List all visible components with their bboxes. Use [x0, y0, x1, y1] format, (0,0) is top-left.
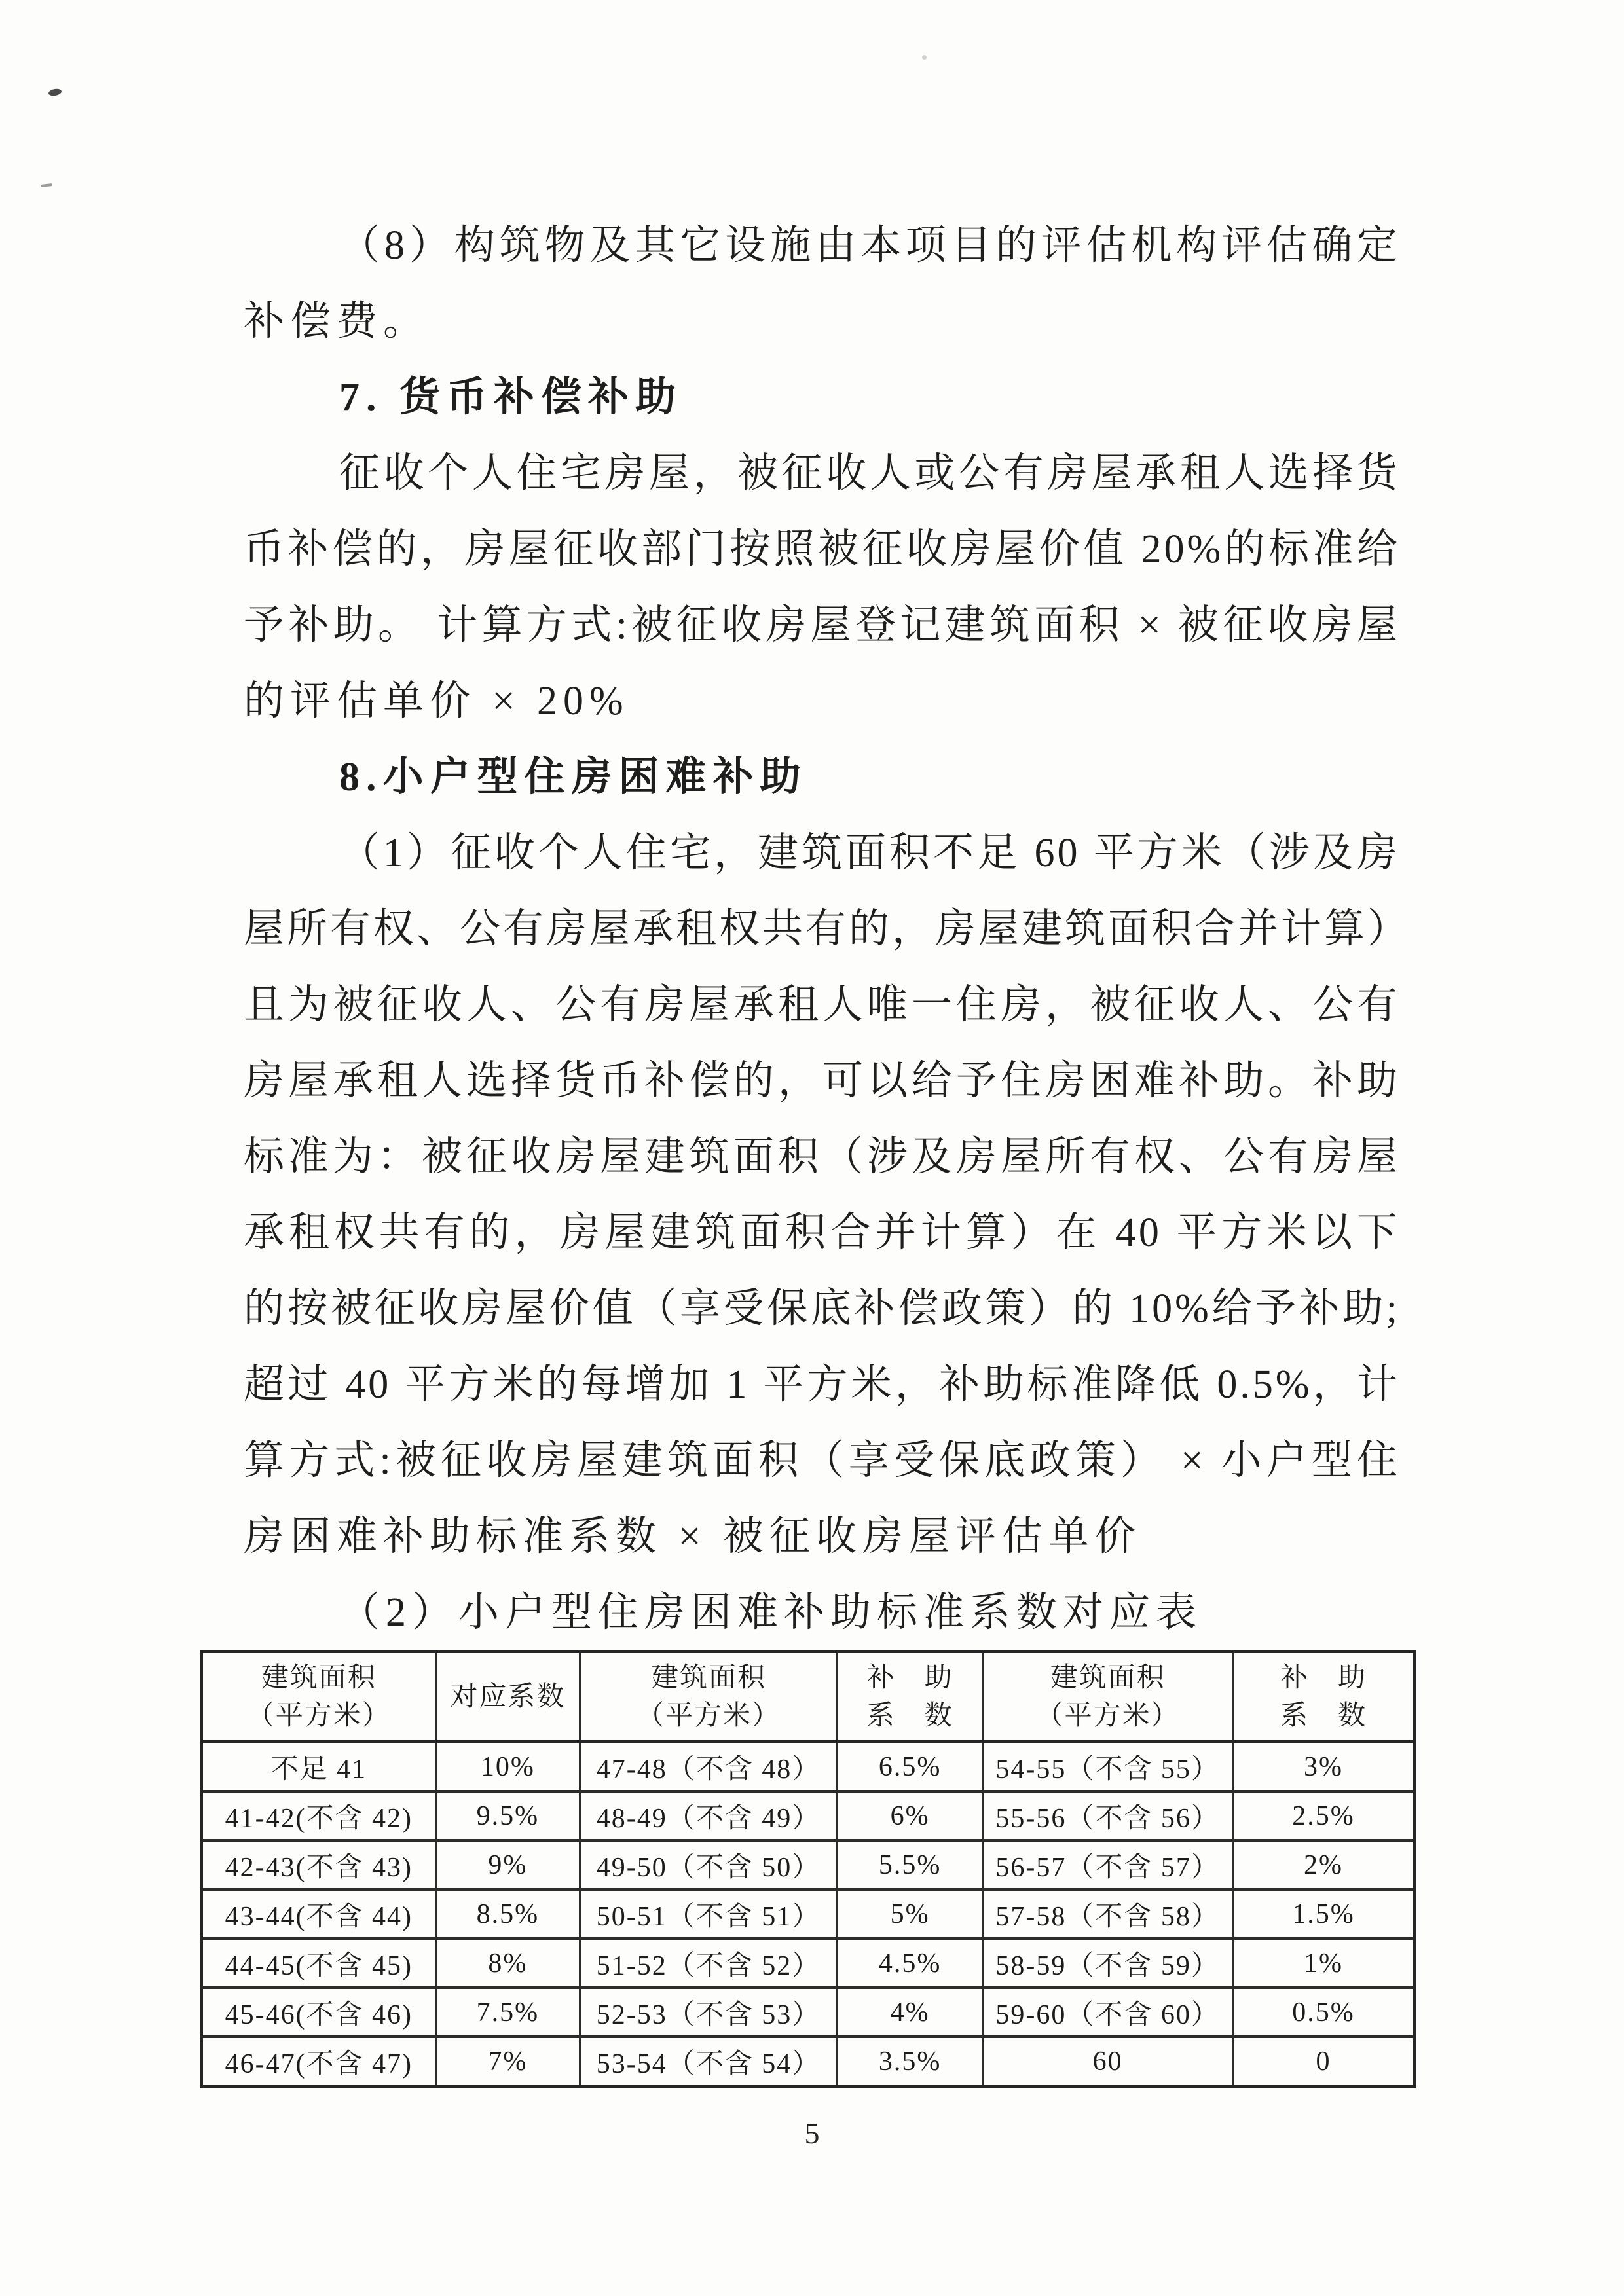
table-cell: 58-59（不含 59）: [983, 1939, 1233, 1988]
table-cell: 7.5%: [435, 1988, 580, 2037]
text-line: 币补偿的，房屋征收部门按照被征收房屋价值 20%的标准给: [244, 527, 1400, 572]
table-row: [202, 1840, 1415, 1889]
table-header-cell: 对应系数: [435, 1652, 580, 1742]
table-cell: 9.5%: [435, 1791, 580, 1840]
table-cell: 43-44(不含 44): [202, 1889, 436, 1939]
body-text: [244, 208, 1411, 1650]
table-cell: 53-54（不含 54）: [580, 2037, 838, 2086]
table-cell: 52-53（不含 53）: [580, 1988, 838, 2037]
table-cell: 6%: [837, 1791, 982, 1840]
table-cell: 8.5%: [435, 1889, 580, 1939]
scan-artifact: [48, 88, 62, 96]
text-line: 承租权共有的，房屋建筑面积合并计算）在 40 平方米以下: [244, 1211, 1400, 1255]
table-cell: 9%: [435, 1840, 580, 1889]
text-line: 屋所有权、公有房屋承租权共有的，房屋建筑面积合并计算）: [244, 907, 1411, 951]
table-cell: 2%: [1233, 1840, 1415, 1889]
table-cell: 4%: [837, 1988, 982, 2037]
heading-line: 7. 货币补偿补助: [339, 375, 683, 420]
subsidy-coefficient-table: [200, 1650, 1416, 2088]
table-cell: 55-56（不含 56）: [983, 1791, 1233, 1840]
table-cell: 56-57（不含 57）: [983, 1840, 1233, 1889]
table-cell: 2.5%: [1233, 1791, 1415, 1840]
table-row: [202, 1988, 1415, 2037]
scan-artifact: [922, 55, 927, 60]
scan-artifact: [41, 183, 52, 187]
table-cell: 50-51（不含 51）: [580, 1889, 838, 1939]
table-cell: 44-45(不含 45): [202, 1939, 436, 1988]
table-cell: 57-58（不含 58）: [983, 1889, 1233, 1939]
table-cell: 不足 41: [202, 1742, 436, 1792]
text-line: 补偿费。: [244, 299, 430, 344]
table-row: [202, 1742, 1415, 1792]
table-cell: 5.5%: [837, 1840, 982, 1889]
table-cell: 46-47(不含 47): [202, 2037, 436, 2086]
table-cell: 51-52（不含 52）: [580, 1939, 838, 1988]
table-row: [202, 1791, 1415, 1840]
table-cell: 60: [983, 2037, 1233, 2086]
text-line: 超过 40 平方米的每增加 1 平方米，补助标准降低 0.5%，计: [244, 1362, 1400, 1407]
table-cell: 10%: [435, 1742, 580, 1792]
table-cell: 3%: [1233, 1742, 1415, 1792]
table-header-cell: 补 助 系 数: [837, 1652, 982, 1742]
table-row: [202, 1889, 1415, 1939]
table-cell: 47-48（不含 48）: [580, 1742, 838, 1792]
text-line: 的按被征收房屋价值（享受保底补偿政策）的 10%给予补助;: [244, 1286, 1400, 1331]
table-cell: 4.5%: [837, 1939, 982, 1988]
table-row: [202, 1939, 1415, 1988]
table-cell: 45-46(不含 46): [202, 1988, 436, 2037]
page-number: 5: [804, 2117, 820, 2150]
table-cell: 8%: [435, 1939, 580, 1988]
heading-line: 8.小户型住房困难补助: [339, 755, 807, 799]
table-header-cell: 建筑面积 （平方米）: [202, 1652, 436, 1742]
table-header-cell: 补 助 系 数: [1233, 1652, 1415, 1742]
text-line: （2）小户型住房困难补助标准系数对应表: [339, 1590, 1203, 1635]
table-cell: 1.5%: [1233, 1889, 1415, 1939]
text-line: 且为被征收人、公有房屋承租人唯一住房，被征收人、公有: [244, 983, 1400, 1027]
table-header-row: [202, 1652, 1415, 1742]
text-line: （8）构筑物及其它设施由本项目的评估机构评估确定: [339, 223, 1400, 268]
table-header-cell: 建筑面积 （平方米）: [580, 1652, 838, 1742]
text-line: 的评估单价 × 20%: [244, 679, 629, 723]
text-line: （1）征收个人住宅，建筑面积不足 60 平方米（涉及房: [339, 831, 1400, 875]
table-header-cell: 建筑面积 （平方米）: [983, 1652, 1233, 1742]
table-cell: 49-50（不含 50）: [580, 1840, 838, 1889]
table-cell: 42-43(不含 43): [202, 1840, 436, 1889]
table-cell: 0: [1233, 2037, 1415, 2086]
table-cell: 0.5%: [1233, 1988, 1415, 2037]
text-line: 房困难补助标准系数 × 被征收房屋评估单价: [244, 1514, 1141, 1559]
text-line: 予补助。 计算方式:被征收房屋登记建筑面积 × 被征收房屋: [244, 603, 1400, 647]
table-row: [202, 2037, 1415, 2086]
table-cell: 59-60（不含 60）: [983, 1988, 1233, 2037]
table-cell: 6.5%: [837, 1742, 982, 1792]
table-cell: 54-55（不含 55）: [983, 1742, 1233, 1792]
text-line: 房屋承租人选择货币补偿的，可以给予住房困难补助。补助: [244, 1059, 1400, 1103]
text-line: 标准为：被征收房屋建筑面积（涉及房屋所有权、公有房屋: [244, 1135, 1400, 1179]
text-line: 征收个人住宅房屋，被征收人或公有房屋承租人选择货: [339, 451, 1400, 496]
table-cell: 1%: [1233, 1939, 1415, 1988]
table-cell: 5%: [837, 1889, 982, 1939]
table-cell: 3.5%: [837, 2037, 982, 2086]
table-cell: 7%: [435, 2037, 580, 2086]
table-cell: 41-42(不含 42): [202, 1791, 436, 1840]
text-line: 算方式:被征收房屋建筑面积（享受保底政策） × 小户型住: [244, 1438, 1400, 1483]
table-cell: 48-49（不含 49）: [580, 1791, 838, 1840]
